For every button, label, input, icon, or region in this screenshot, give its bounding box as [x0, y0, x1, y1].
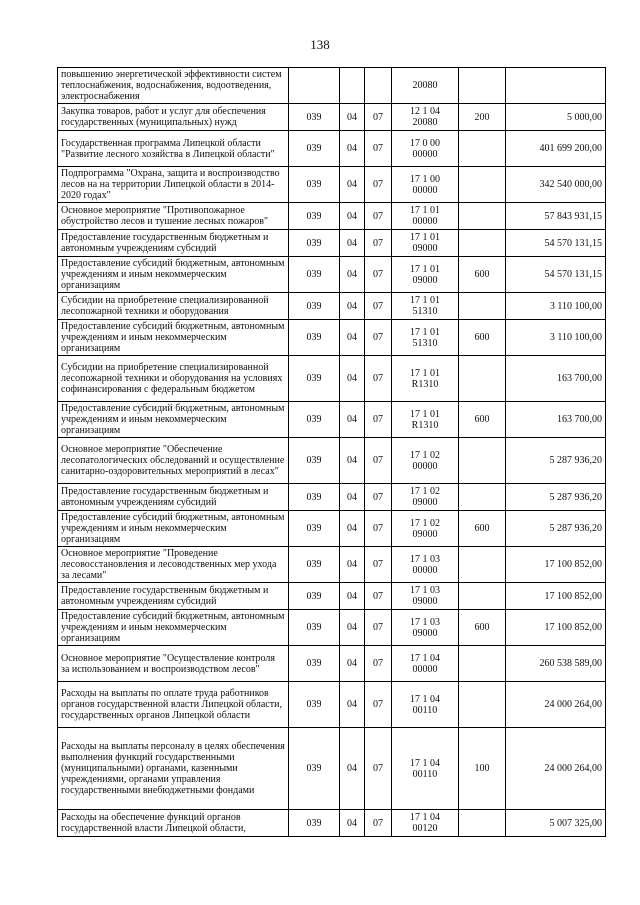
expense-type-cell: 200: [459, 104, 506, 131]
ministry-code-cell: 039: [289, 646, 340, 682]
target-code-cell: 20080: [392, 68, 459, 104]
row-name-cell: Субсидии на приобретение специализированной лесопожарной техники и оборудования: [58, 293, 289, 320]
expense-type-cell: [459, 646, 506, 682]
ministry-code-cell: 039: [289, 230, 340, 257]
table-row: [58, 402, 606, 438]
ministry-code-cell: 039: [289, 728, 340, 810]
ministry-code-cell: 039: [289, 131, 340, 167]
target-code-cell: 17 1 01 51310: [392, 320, 459, 356]
expense-type-cell: 600: [459, 402, 506, 438]
row-name-cell: Предоставление субсидий бюджетным, автономным учреждениям и иным некоммерческим организациям: [58, 257, 289, 293]
table-row: [58, 293, 606, 320]
section-code-cell: 04: [340, 810, 365, 837]
expense-type-cell: [459, 547, 506, 583]
row-name-cell: Закупка товаров, работ и услуг для обеспечения государственных (муниципальных) нужд: [58, 104, 289, 131]
section-code-cell: 04: [340, 646, 365, 682]
ministry-code-cell: 039: [289, 511, 340, 547]
table-row: [58, 511, 606, 547]
subsection-code-cell: 07: [365, 293, 392, 320]
expense-type-cell: [459, 167, 506, 203]
table-row: [58, 728, 606, 810]
expense-type-cell: [459, 682, 506, 728]
subsection-code-cell: [365, 68, 392, 104]
page-number: 138: [310, 37, 330, 52]
target-code-cell: 17 1 04 00110: [392, 728, 459, 810]
row-name-cell: повышению энергетической эффективности систем теплоснабжения, водоснабжения, водоотведения, электроснабжения: [58, 68, 289, 104]
subsection-code-cell: 07: [365, 257, 392, 293]
expense-type-cell: 600: [459, 610, 506, 646]
amount-cell: 342 540 000,00: [506, 167, 606, 203]
amount-cell: 5 287 936,20: [506, 511, 606, 547]
row-name-cell: Субсидии на приобретение специализированной лесопожарной техники и оборудования на условиях софинансирования с федеральным бюджетом: [58, 356, 289, 402]
table-row: [58, 131, 606, 167]
ministry-code-cell: 039: [289, 203, 340, 230]
subsection-code-cell: 07: [365, 682, 392, 728]
expense-type-cell: [459, 810, 506, 837]
ministry-code-cell: 039: [289, 257, 340, 293]
section-code-cell: 04: [340, 356, 365, 402]
target-code-cell: 17 1 01 09000: [392, 230, 459, 257]
ministry-code-cell: 039: [289, 547, 340, 583]
section-code-cell: 04: [340, 131, 365, 167]
expense-type-cell: 600: [459, 511, 506, 547]
table-row: [58, 356, 606, 402]
amount-cell: 401 699 200,00: [506, 131, 606, 167]
target-code-cell: 17 1 00 00000: [392, 167, 459, 203]
row-name-cell: Предоставление государственным бюджетным и автономным учреждениям субсидий: [58, 230, 289, 257]
target-code-cell: 17 1 03 09000: [392, 583, 459, 610]
target-code-cell: 17 1 03 09000: [392, 610, 459, 646]
ministry-code-cell: 039: [289, 438, 340, 484]
section-code-cell: 04: [340, 438, 365, 484]
row-name-cell: Предоставление субсидий бюджетным, автономным учреждениям и иным некоммерческим организациям: [58, 610, 289, 646]
amount-cell: 3 110 100,00: [506, 320, 606, 356]
target-code-cell: 17 1 04 00120: [392, 810, 459, 837]
section-code-cell: 04: [340, 230, 365, 257]
row-name-cell: Основное мероприятие "Обеспечение лесопатологических обследований и осуществление санитарно-оздоровительных мероприятий в лесах": [58, 438, 289, 484]
subsection-code-cell: 07: [365, 402, 392, 438]
amount-cell: 17 100 852,00: [506, 547, 606, 583]
table-row: [58, 438, 606, 484]
amount-cell: 24 000 264,00: [506, 682, 606, 728]
row-name-cell: Предоставление государственным бюджетным и автономным учреждениям субсидий: [58, 484, 289, 511]
table-row: [58, 167, 606, 203]
row-name-cell: Подпрограмма "Охрана, защита и воспроизводство лесов на на территории Липецкой области в 2014-2020 годах": [58, 167, 289, 203]
section-code-cell: 04: [340, 293, 365, 320]
row-name-cell: Расходы на выплаты по оплате труда работников органов государственной власти Липецкой области, государственных органов Липецкой области: [58, 682, 289, 728]
target-code-cell: 12 1 04 20080: [392, 104, 459, 131]
table-row: [58, 320, 606, 356]
amount-cell: 54 570 131,15: [506, 230, 606, 257]
target-code-cell: 17 1 04 00110: [392, 682, 459, 728]
subsection-code-cell: 07: [365, 320, 392, 356]
expense-type-cell: [459, 438, 506, 484]
row-name-cell: Расходы на выплаты персоналу в целях обеспечения выполнения функций государственными (муниципальными) органами, казенными учреждениями, органами управления государственными внебюджетными фондами: [58, 728, 289, 810]
amount-cell: 17 100 852,00: [506, 610, 606, 646]
target-code-cell: 17 0 00 00000: [392, 131, 459, 167]
target-code-cell: 17 1 02 09000: [392, 511, 459, 547]
table-row: [58, 203, 606, 230]
subsection-code-cell: 07: [365, 610, 392, 646]
expense-type-cell: 600: [459, 257, 506, 293]
ministry-code-cell: 039: [289, 583, 340, 610]
subsection-code-cell: 07: [365, 131, 392, 167]
row-name-cell: Предоставление государственным бюджетным и автономным учреждениям субсидий: [58, 583, 289, 610]
subsection-code-cell: 07: [365, 511, 392, 547]
subsection-code-cell: 07: [365, 547, 392, 583]
target-code-cell: 17 1 01 R1310: [392, 402, 459, 438]
amount-cell: 57 843 931,15: [506, 203, 606, 230]
amount-cell: 17 100 852,00: [506, 583, 606, 610]
table-row: [58, 257, 606, 293]
target-code-cell: 17 1 02 09000: [392, 484, 459, 511]
ministry-code-cell: 039: [289, 104, 340, 131]
target-code-cell: 17 1 01 00000: [392, 203, 459, 230]
subsection-code-cell: 07: [365, 728, 392, 810]
expense-type-cell: [459, 356, 506, 402]
subsection-code-cell: 07: [365, 230, 392, 257]
section-code-cell: 04: [340, 257, 365, 293]
ministry-code-cell: 039: [289, 402, 340, 438]
subsection-code-cell: 07: [365, 203, 392, 230]
table-row: [58, 583, 606, 610]
table-row: [58, 230, 606, 257]
table-row: [58, 682, 606, 728]
target-code-cell: 17 1 01 51310: [392, 293, 459, 320]
ministry-code-cell: 039: [289, 356, 340, 402]
section-code-cell: 04: [340, 402, 365, 438]
amount-cell: 54 570 131,15: [506, 257, 606, 293]
target-code-cell: 17 1 02 00000: [392, 438, 459, 484]
table-row: [58, 104, 606, 131]
amount-cell: 24 000 264,00: [506, 728, 606, 810]
ministry-code-cell: 039: [289, 293, 340, 320]
ministry-code-cell: 039: [289, 167, 340, 203]
expense-type-cell: [459, 293, 506, 320]
table-row: [58, 810, 606, 837]
expense-type-cell: 600: [459, 320, 506, 356]
amount-cell: 163 700,00: [506, 356, 606, 402]
section-code-cell: 04: [340, 728, 365, 810]
subsection-code-cell: 07: [365, 810, 392, 837]
expense-type-cell: [459, 484, 506, 511]
amount-cell: 5 007 325,00: [506, 810, 606, 837]
ministry-code-cell: [289, 68, 340, 104]
expense-type-cell: [459, 203, 506, 230]
amount-cell: 163 700,00: [506, 402, 606, 438]
table-row: [58, 484, 606, 511]
section-code-cell: 04: [340, 682, 365, 728]
section-code-cell: 04: [340, 610, 365, 646]
amount-cell: 260 538 589,00: [506, 646, 606, 682]
table-body: [58, 68, 606, 837]
row-name-cell: Государственная программа Липецкой области "Развитие лесного хозяйства в Липецкой области": [58, 131, 289, 167]
amount-cell: 5 000,00: [506, 104, 606, 131]
section-code-cell: 04: [340, 320, 365, 356]
table-row: [58, 68, 606, 104]
subsection-code-cell: 07: [365, 484, 392, 511]
amount-cell: 3 110 100,00: [506, 293, 606, 320]
expense-type-cell: 100: [459, 728, 506, 810]
row-name-cell: Предоставление субсидий бюджетным, автономным учреждениям и иным некоммерческим организациям: [58, 320, 289, 356]
row-name-cell: Основное мероприятие "Проведение лесовосстановления и лесоводственных мер ухода за лесами": [58, 547, 289, 583]
section-code-cell: 04: [340, 203, 365, 230]
target-code-cell: 17 1 04 00000: [392, 646, 459, 682]
ministry-code-cell: 039: [289, 484, 340, 511]
row-name-cell: Основное мероприятие "Противопожарное обустройство лесов и тушение лесных пожаров": [58, 203, 289, 230]
target-code-cell: 17 1 01 09000: [392, 257, 459, 293]
expense-type-cell: [459, 68, 506, 104]
row-name-cell: Расходы на обеспечение функций органов государственной власти Липецкой области,: [58, 810, 289, 837]
amount-cell: 5 287 936,20: [506, 438, 606, 484]
budget-table: [57, 67, 606, 837]
table-row: [58, 610, 606, 646]
section-code-cell: [340, 68, 365, 104]
section-code-cell: 04: [340, 104, 365, 131]
row-name-cell: Предоставление субсидий бюджетным, автономным учреждениям и иным некоммерческим организациям: [58, 402, 289, 438]
expense-type-cell: [459, 230, 506, 257]
ministry-code-cell: 039: [289, 610, 340, 646]
ministry-code-cell: 039: [289, 682, 340, 728]
subsection-code-cell: 07: [365, 104, 392, 131]
amount-cell: 5 287 936,20: [506, 484, 606, 511]
expense-type-cell: [459, 131, 506, 167]
subsection-code-cell: 07: [365, 583, 392, 610]
section-code-cell: 04: [340, 547, 365, 583]
subsection-code-cell: 07: [365, 438, 392, 484]
amount-cell: [506, 68, 606, 104]
expense-type-cell: [459, 583, 506, 610]
table-row: [58, 547, 606, 583]
section-code-cell: 04: [340, 484, 365, 511]
section-code-cell: 04: [340, 583, 365, 610]
subsection-code-cell: 07: [365, 646, 392, 682]
row-name-cell: Основное мероприятие "Осуществление контроля за использованием и воспроизводством лесов": [58, 646, 289, 682]
subsection-code-cell: 07: [365, 167, 392, 203]
ministry-code-cell: 039: [289, 810, 340, 837]
section-code-cell: 04: [340, 167, 365, 203]
target-code-cell: 17 1 03 00000: [392, 547, 459, 583]
target-code-cell: 17 1 01 R1310: [392, 356, 459, 402]
subsection-code-cell: 07: [365, 356, 392, 402]
section-code-cell: 04: [340, 511, 365, 547]
ministry-code-cell: 039: [289, 320, 340, 356]
table-row: [58, 646, 606, 682]
row-name-cell: Предоставление субсидий бюджетным, автономным учреждениям и иным некоммерческим организациям: [58, 511, 289, 547]
